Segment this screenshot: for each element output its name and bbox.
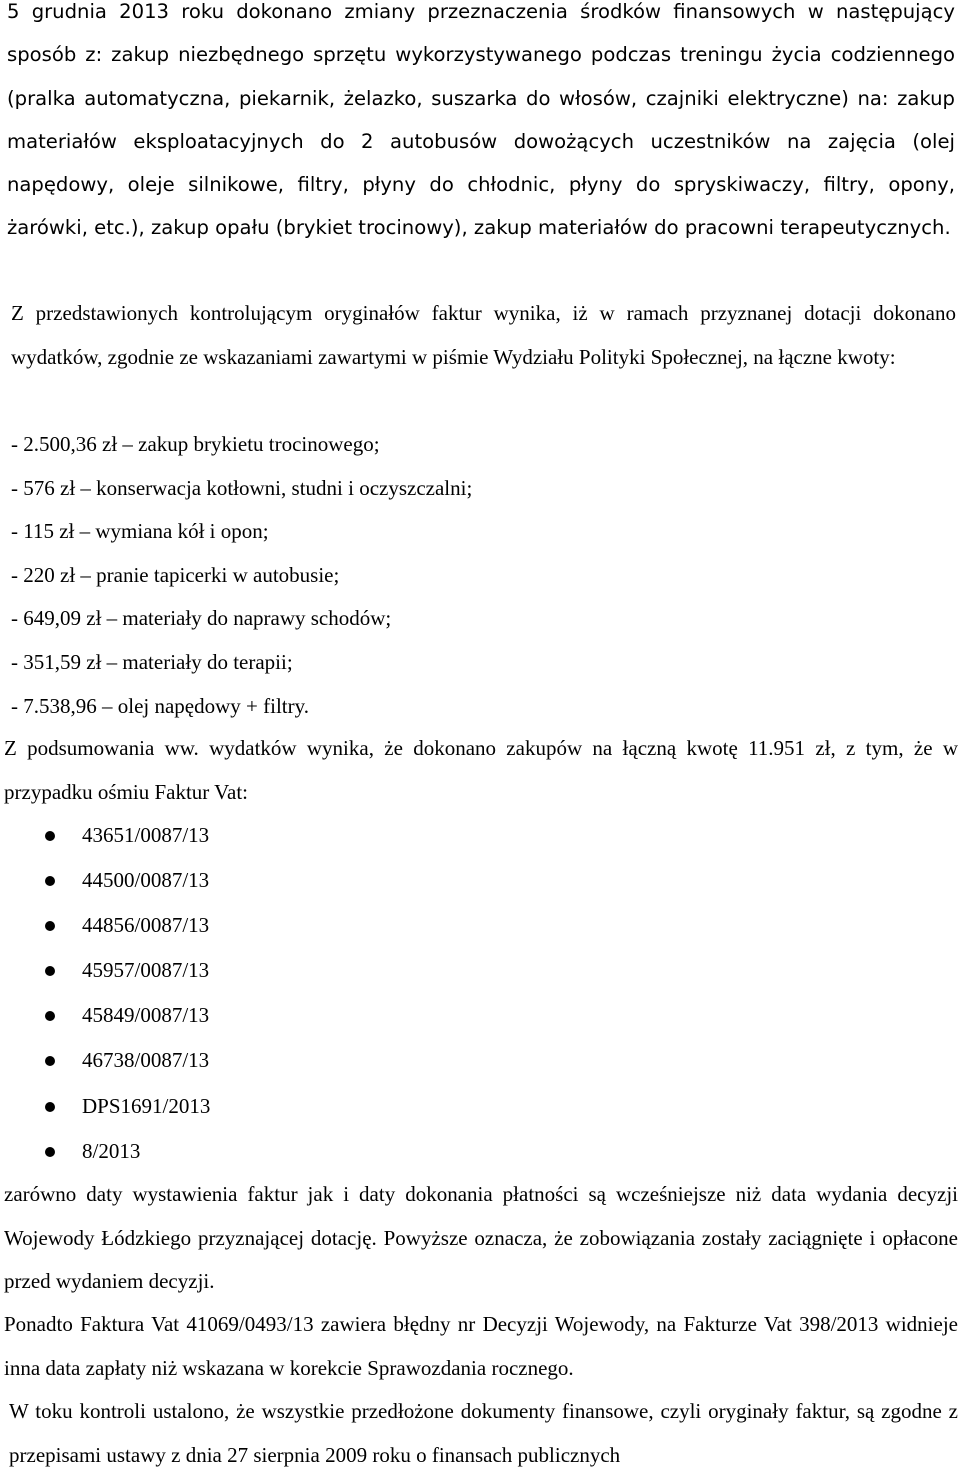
conclusion-paragraph: W toku kontroli ustalono, że wszystkie przedłożone dokumenty finansowe, czyli oryginały faktur, są zgodne z przepisami ustawy z dnia 27 sierpnia 2009 roku o finansach publicznych (9, 1399, 958, 1467)
summary-paragraph: Z podsumowania ww. wydatków wynika, że dokonano zakupów na łączną kwotę 11.951 zł, z tym, że w przypadku ośmiu Faktur Vat: (4, 736, 958, 804)
dates-note-paragraph: zarówno daty wystawienia faktur jak i daty dokonania płatności są wcześniejsze niż data wydania decyzji Wojewody Łódzkiego przyznającej dotację. Powyższe oznacza, że zobowiązania zostały zaciągnięte i opłacone przed wydaniem decyzji. (4, 1182, 958, 1293)
bullet-icon (45, 1056, 55, 1066)
invoice-number: DPS1691/2013 (82, 1093, 211, 1118)
invoice-item (0, 948, 500, 993)
bullet-icon (45, 966, 55, 976)
invoice-item (0, 858, 500, 903)
expense-item: - 115 zł – wymiana kół i opon; (11, 519, 269, 544)
expense-item: - 7.538,96 – olej napędowy + filtry. (11, 693, 310, 718)
bullet-icon (45, 1011, 55, 1021)
invoice-number: 43651/0087/13 (82, 823, 210, 847)
expense-item: - 351,59 zł – materiały do terapii; (11, 649, 293, 674)
invoice-number: 45957/0087/13 (82, 958, 210, 983)
invoice-number: 44856/0087/13 (82, 913, 210, 938)
invoice-item (0, 1038, 500, 1083)
expense-item: - 220 zł – pranie tapicerki w autobusie; (11, 562, 340, 587)
bullet-icon (45, 831, 55, 841)
bullet-icon (45, 921, 55, 931)
invoice-item (0, 1129, 500, 1174)
invoice-number: 46738/0087/13 (82, 1048, 210, 1073)
findings-paragraph: Z przedstawionych kontrolującym oryginałów faktur wynika, iż w ramach przyznanej dotacji dokonano wydatków, zgodnie ze wskazaniami zawartymi w piśmie Wydziału Polityki Społecznej, na łączne kwoty: (11, 301, 956, 369)
expense-item: - 649,09 zł – materiały do naprawy schodów; (11, 606, 392, 631)
invoice-number: 8/2013 (82, 1138, 141, 1163)
invoice-item (0, 993, 500, 1038)
invoice-number: 44500/0087/13 (82, 868, 210, 893)
invoice-item (0, 813, 500, 858)
expense-list (11, 423, 611, 728)
intro-paragraph: 5 grudnia 2013 roku dokonano zmiany przeznaczenia środków finansowych w następujący sposób z: zakup niezbędnego sprzętu wykorzystywanego podczas treningu życia codziennego (pralka automatyczna, piekarnik, żelazko, suszarka do włosów, czajniki elektryczne) na: zakup materiałów eksploatacyjnych do 2 autobusów dowożących uczestników na zajęcia (olej napędowy, oleje silnikowe, filtry, płyny do chłodnic, płyny do spryskiwaczy, filtry, opony, żarówki, etc.), zakup opału (brykiet trocinowy), zakup materiałów do pracowni terapeutycznych. (7, 0, 955, 240)
expense-item: - 2.500,36 zł – zakup brykietu trocinowego; (11, 432, 380, 456)
invoice-item (0, 903, 500, 948)
bullet-icon (45, 876, 55, 886)
invoice-number: 45849/0087/13 (82, 1003, 210, 1028)
bullet-icon (45, 1147, 55, 1157)
invoice-list (0, 813, 500, 1174)
invoice-item (0, 1084, 500, 1129)
invoice-errors-paragraph: Ponadto Faktura Vat 41069/0493/13 zawiera błędny nr Decyzji Wojewody, na Fakturze Vat 398/2013 widnieje inna data zapłaty niż wskazana w korekcie Sprawozdania rocznego. (4, 1312, 958, 1380)
bullet-icon (45, 1102, 55, 1112)
expense-item: - 576 zł – konserwacja kotłowni, studni i oczyszczalni; (11, 475, 473, 500)
